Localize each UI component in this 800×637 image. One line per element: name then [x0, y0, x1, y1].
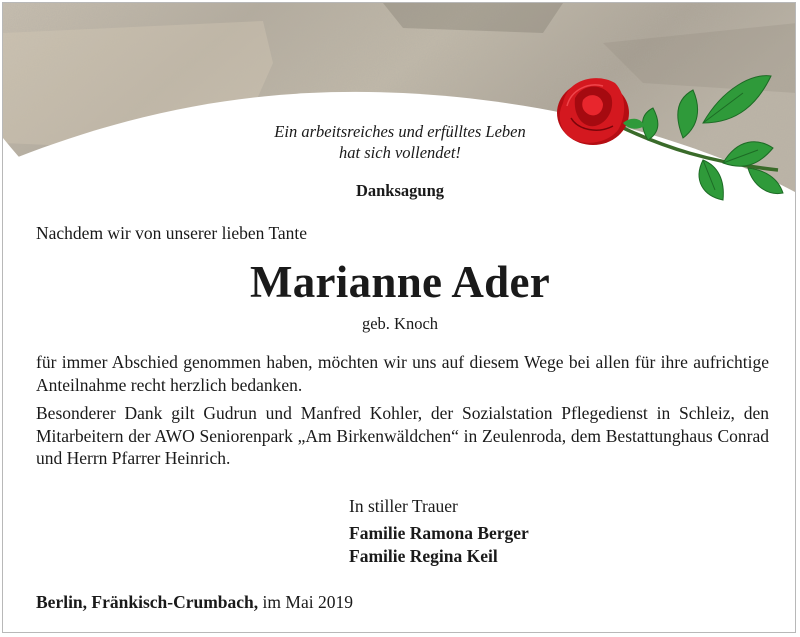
intro-line: Nachdem wir von unserer lieben Tante [36, 223, 308, 243]
place: Berlin, Fränkisch-Crumbach, [36, 592, 259, 612]
paragraph-1: für immer Abschied genommen haben, möchten wir uns auf diesem Wege bei allen für ihre aufrichtige Anteilnahme recht herzlich bedanken. [36, 352, 769, 395]
family-1: Familie Ramona Berger [349, 523, 529, 543]
paragraph-2: Besonderer Dank gilt Gudrun und Manfred Kohler, der Sozialstation Pflegedienst in Schleiz, den Mitarbeitern der AWO Seniorenpark „Am Birkenwäldchen“ in Zeulenroda, dem Bestattunghaus Conrad und Herrn Pfarrer Heinrich. [36, 403, 769, 468]
heading: Danksagung [355, 181, 445, 200]
maiden-name: geb. Knoch [361, 314, 439, 333]
mourning-line: In stiller Trauer [349, 496, 458, 516]
family-2: Familie Regina Keil [349, 546, 498, 566]
motto [3, 121, 796, 163]
date: im Mai 2019 [262, 592, 353, 612]
motto-line-2: hat sich vollendet! [339, 143, 461, 162]
place-date [36, 591, 353, 614]
deceased-name: Marianne Ader [249, 257, 551, 307]
motto-line-1: Ein arbeitsreiches und erfülltes Leben [274, 122, 526, 141]
obituary-card [2, 2, 796, 633]
